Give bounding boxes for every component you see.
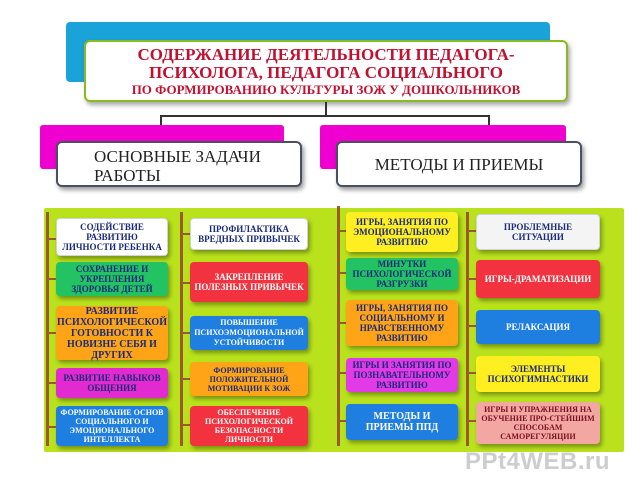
axis-col4 — [466, 212, 469, 446]
title-line-3: ПО ФОРМИРОВАНИЮ КУЛЬТУРЫ ЗОЖ У ДОШКОЛЬНИКОВ — [131, 82, 521, 97]
method-card: ИГРЫ И УПРАЖНЕНИЯ НА ОБУЧЕНИЕ ПРО-СТЕЙШИМ СПОСОБАМ САМОРЕГУЛЯЦИИ — [476, 402, 600, 444]
title-line-1: СОДЕРЖАНИЕ ДЕЯТЕЛЬНОСТИ ПЕДАГОГА- — [137, 45, 515, 64]
title-box — [84, 40, 568, 102]
task-card: РАЗВИТИЕ ПСИХОЛОГИЧЕСКОЙ ГОТОВНОСТИ К НОВИЗНЕ СЕБЯ И ДРУГИХ — [57, 305, 167, 361]
method-card: ИГРЫ И ЗАНЯТИЯ ПО ПОЗНАВАТЕЛЬНОМУ РАЗВИТИЮ — [346, 358, 458, 392]
method-card: РЕЛАКСАЦИЯ — [476, 310, 600, 344]
connector-title-down — [325, 102, 327, 116]
task-card: ФОРМИРОВАНИЕ ПОЛОЖИТЕЛЬНОЙ МОТИВАЦИИ К ЗОЖ — [190, 362, 308, 396]
axis-col1 — [46, 212, 49, 446]
task-card: СОДЕЙСТВИЕ РАЗВИТИЮ ЛИЧНОСТИ РЕБЕНКА — [56, 218, 168, 256]
task-card: РАЗВИТИЕ НАВЫКОВ ОБЩЕНИЯ — [56, 368, 168, 398]
title-line-2: ПСИХОЛОГА, ПЕДАГОГА СОЦИАЛЬНОГО — [149, 63, 503, 82]
axis-col3 — [337, 206, 340, 446]
task-card: ОБЕСПЕЧЕНИЕ ПСИХОЛОГИЧЕСКОЙ БЕЗОПАСНОСТИ ЛИЧНОСТИ — [190, 406, 308, 446]
task-card: ПОВЫШЕНИЕ ПСИХОЭМОЦИОНАЛЬНОЙ УСТОЙЧИВОСТИ — [190, 316, 308, 350]
method-card: МЕТОДЫ И ПРИЕМЫ ППД — [346, 404, 458, 440]
method-card: МИНУТКИ ПСИХОЛОГИЧЕСКОЙ РАЗГРУЗКИ — [346, 258, 458, 290]
method-card: ИГРЫ, ЗАНЯТИЯ ПО СОЦИАЛЬНОМУ И НРАВСТВЕННОМУ РАЗВИТИЮ — [346, 300, 458, 346]
method-card: ЭЛЕМЕНТЫ ПСИХОГИМНАСТИКИ — [476, 356, 600, 392]
method-card: ИГРЫ, ЗАНЯТИЯ ПО ЭМОЦИОНАЛЬНОМУ РАЗВИТИЮ — [346, 212, 458, 252]
watermark: PPt4WEB.ru — [464, 448, 610, 475]
method-card: ИГРЫ-ДРАМАТИЗАЦИИ — [476, 260, 600, 298]
task-card: ФОРМИРОВАНИЕ ОСНОВ СОЦИАЛЬНОГО И ЭМОЦИОНАЛЬНОГО ИНТЕЛЛЕКТА — [56, 406, 168, 446]
task-card: ПРОФИЛАКТИКА ВРЕДНЫХ ПРИВЫЧЕК — [190, 218, 308, 250]
right-header: МЕТОДЫ И ПРИЕМЫ — [336, 141, 582, 187]
left-header: ОСНОВНЫЕ ЗАДАЧИ РАБОТЫ — [56, 141, 302, 187]
task-card: ЗАКРЕПЛЕНИЕ ПОЛЕЗНЫХ ПРИВЫЧЕК — [190, 262, 308, 302]
task-card: СОХРАНЕНИЕ И УКРЕПЛЕНИЯ ЗДОРОВЬЯ ДЕТЕЙ — [56, 262, 168, 296]
method-card: ПРОБЛЕМНЫЕ СИТУАЦИИ — [476, 214, 600, 250]
connector-horizontal — [160, 115, 490, 117]
axis-col2 — [180, 212, 183, 446]
